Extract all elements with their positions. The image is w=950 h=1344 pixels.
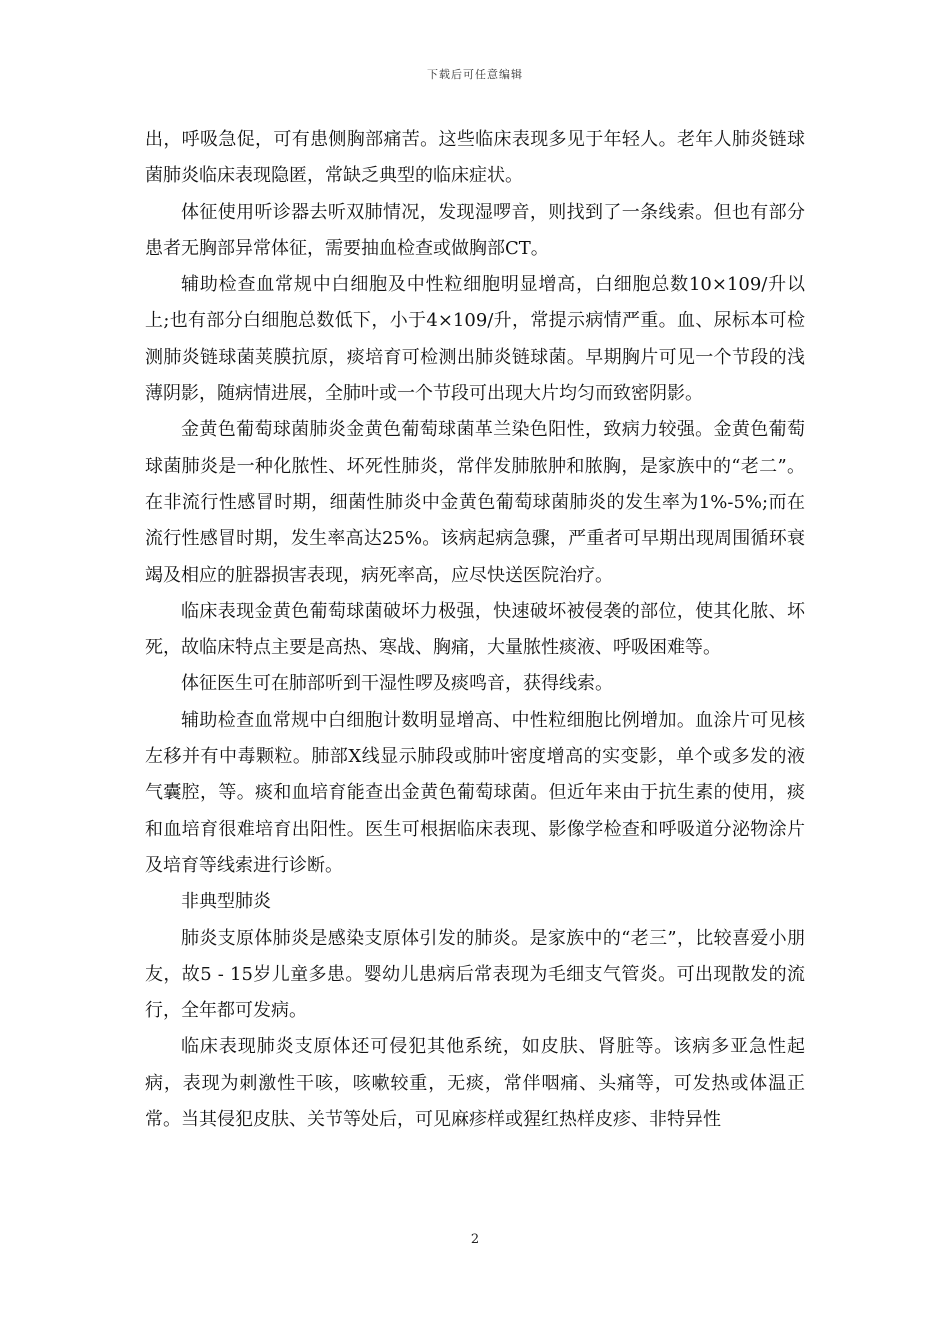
body-text	[145, 122, 805, 1138]
paragraph: 金黄色葡萄球菌肺炎金黄色葡萄球菌革兰染色阳性，致病力较强。金黄色葡萄球菌肺炎是一种化脓性、坏死性肺炎，常伴发肺脓肿和脓胸，是家族中的“老二”。在非流行性感冒时期，细菌性肺炎中金黄色葡萄球菌肺炎的发生率为1%-5%;而在流行性感冒时期，发生率高达25%。该病起病急骤，严重者可早期出现周围循环衰竭及相应的脏器损害表现，病死率高，应尽快送医院治疗。	[145, 419, 805, 586]
paragraph: 临床表现金黄色葡萄球菌破坏力极强，快速破坏被侵袭的部位，使其化脓、坏死，故临床特点主要是高热、寒战、胸痛，大量脓性痰液、呼吸困难等。	[145, 600, 805, 659]
paragraph: 体征使用听诊器去听双肺情况，发现湿啰音，则找到了一条线索。但也有部分患者无胸部异常体征，需要抽血检查或做胸部CT。	[145, 201, 805, 259]
paragraph: 出，呼吸急促，可有患侧胸部痛苦。这些临床表现多见于年轻人。老年人肺炎链球菌肺炎临床表现隐匿，常缺乏典型的临床症状。	[145, 129, 805, 187]
paragraph: 辅助检查血常规中白细胞及中性粒细胞明显增高，白细胞总数10×109/升以上;也有部分白细胞总数低下，小于4×109/升，常提示病情严重。血、尿标本可检测肺炎链球菌荚膜抗原，痰培育可检测出肺炎链球菌。早期胸片可见一个节段的浅薄阴影，随病情进展，全肺叶或一个节段可出现大片均匀而致密阴影。	[145, 274, 805, 405]
paragraph: 辅助检查血常规中白细胞计数明显增高、中性粒细胞比例增加。血涂片可见核左移并有中毒颗粒。肺部X线显示肺段或肺叶密度增高的实变影，单个或多发的液气囊腔，等。痰和血培育能查出金黄色葡萄球菌。但近年来由于抗生素的使用，痰和血培育很难培育出阳性。医生可根据临床表现、影像学检查和呼吸道分泌物涂片及培育等线索进行诊断。	[145, 709, 805, 876]
paragraph: 肺炎支原体肺炎是感染支原体引发的肺炎。是家族中的“老三”，比较喜爱小朋友，故5 - 15岁儿童多患。婴幼儿患病后常表现为毛细支气管炎。可出现散发的流行，全年都可发病。	[145, 927, 805, 1022]
page-header: 下载后可任意编辑	[427, 68, 523, 81]
page-number: 2	[470, 1232, 480, 1247]
section-heading: 非典型肺炎	[181, 891, 271, 913]
paragraph: 临床表现肺炎支原体还可侵犯其他系统，如皮肤、肾脏等。该病多亚急性起病，表现为刺激性干咳，咳嗽较重，无痰，常伴咽痛、头痛等，可发热或体温正常。当其侵犯皮肤、关节等处后，可见麻疹样或猩红热样皮疹、非特异性	[145, 1036, 805, 1131]
paragraph: 体征医生可在肺部听到干湿性啰及痰鸣音，获得线索。	[181, 673, 613, 695]
